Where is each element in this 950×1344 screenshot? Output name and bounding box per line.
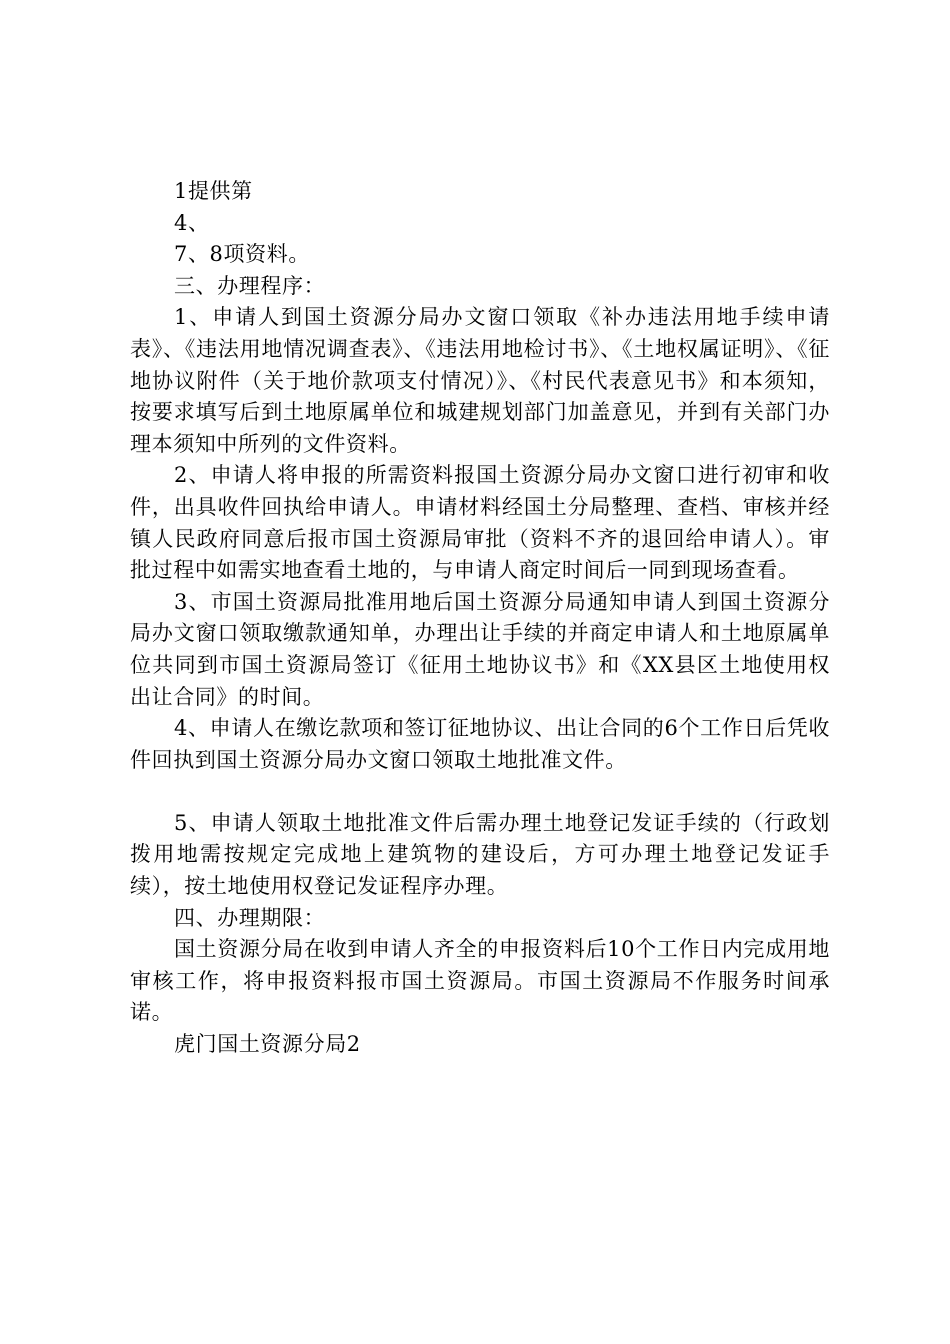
paragraph-item-ref: 7、8项资料。 <box>174 242 310 267</box>
procedure-step-4: 4、申请人在缴讫款项和签订征地协议、出让合同的6个工作日后凭收件回执到国土资源分局办文窗口领取土地批准文件。 <box>130 716 830 772</box>
procedure-step-1: 1、申请人到国土资源分局办文窗口领取《补办违法用地手续申请表》、《违法用地情况调查表》、《违法用地检讨书》、《土地权属证明》、《征地协议附件（关于地价款项支付情况）》、《村民代表意见书》和本须知，按要求填写后到土地原属单位和城建规划部门加盖意见，并到有关部门办理本须知中所列的文件资料。 <box>130 305 830 456</box>
paragraph-item-ref: 1提供第 <box>174 179 253 203</box>
paragraph-item-ref: 4、 <box>174 210 210 235</box>
procedure-step-2: 2、申请人将申报的所需资料报国土资源分局办文窗口进行初审和收件，出具收件回执给申请人。申请材料经国土分局整理、查档、审核并经镇人民政府同意后报市国土资源局审批（资料不齐的退回给申请人）。审批过程中如需实地查看土地的，与申请人商定时间后一同到现场查看。 <box>130 463 830 583</box>
procedure-step-5: 5、申请人领取土地批准文件后需办理土地登记发证手续的（行政划拨用地需按规定完成地上建筑物的建设后，方可办理土地登记发证手续），按土地使用权登记发证程序办理。 <box>130 810 830 899</box>
blank-line <box>130 776 830 808</box>
procedure-step-3: 3、市国土资源局批准用地后国土资源分局通知申请人到国土资源分局办文窗口领取缴款通知单，办理出让手续的并商定申请人和土地原属单位共同到市国土资源局签订《征用土地协议书》和《XX县区土地使用权出让合同》的时间。 <box>130 589 830 709</box>
section-heading-deadline: 四、办理期限： <box>174 905 326 930</box>
document-body <box>130 176 830 1061</box>
signature-line: 虎门国土资源分局2 <box>174 1032 361 1057</box>
section-heading-procedure: 三、办理程序： <box>174 273 326 298</box>
deadline-text: 国土资源分局在收到申请人齐全的申报资料后10个工作日内完成用地审核工作，将申报资料报市国土资源局。市国土资源局不作服务时间承诺。 <box>130 937 830 1025</box>
